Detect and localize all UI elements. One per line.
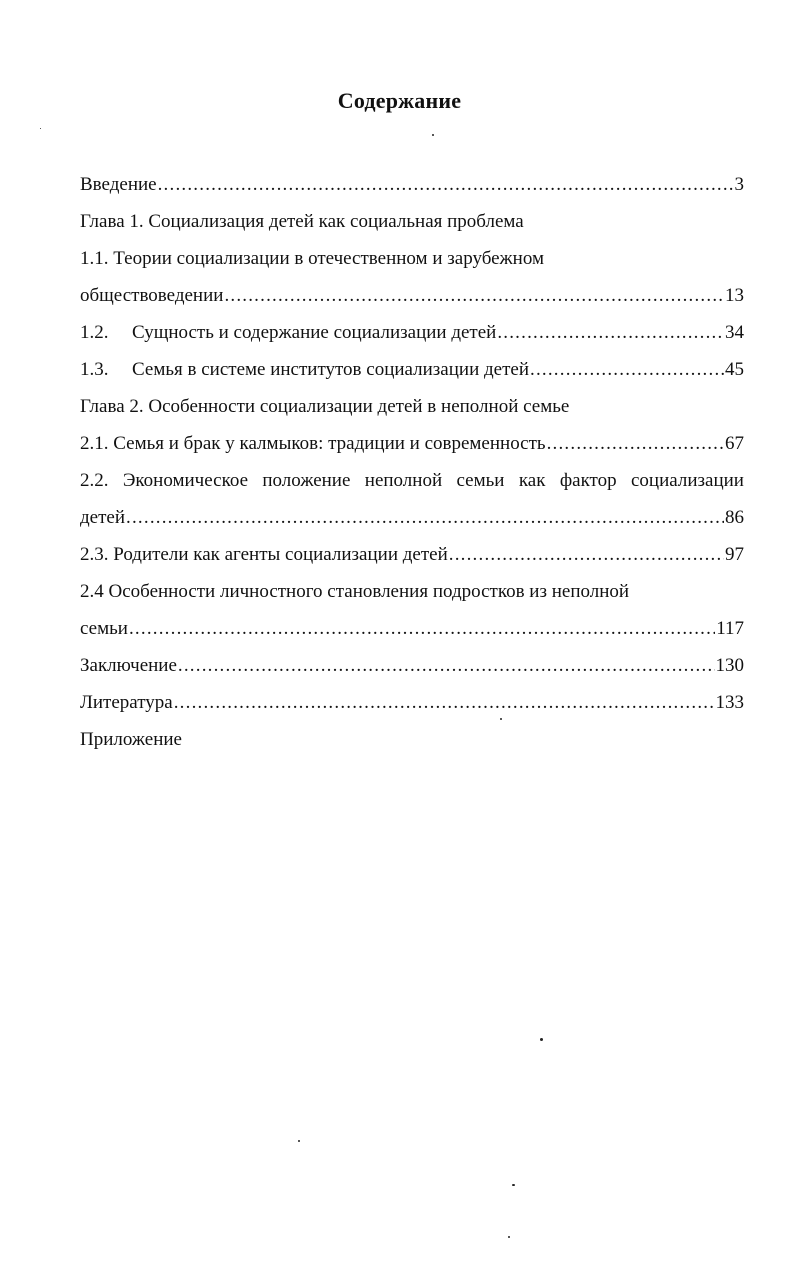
toc-entry-label: 2.1. Семья и брак у калмыков: традиции и современность	[80, 433, 546, 454]
toc-page-number: 130	[715, 655, 744, 676]
word: семьи	[456, 470, 505, 491]
toc-entry-2-3	[80, 536, 744, 573]
toc-page-number: 67	[725, 433, 744, 454]
toc-page-number: 133	[715, 692, 744, 713]
toc-entry-intro	[80, 166, 744, 203]
toc-entry-label	[80, 351, 529, 388]
toc-entry-2-1	[80, 425, 744, 462]
toc-page-number: 86	[725, 507, 744, 528]
scan-speck	[432, 134, 434, 136]
toc-entry-literature	[80, 684, 744, 721]
toc-entry-label: Литература	[80, 692, 173, 713]
section-title: Сущность и содержание социализации детей	[132, 322, 497, 343]
toc-page-number: 13	[725, 285, 744, 306]
toc-entry-label	[80, 314, 496, 351]
toc-page-number: 45	[725, 359, 744, 380]
dot-leader	[129, 610, 715, 647]
dot-leader	[174, 684, 715, 721]
scan-speck	[512, 1184, 515, 1186]
scan-speck	[298, 1140, 300, 1142]
toc-chapter-1: Глава 1. Социализация детей как социальная проблема	[80, 211, 524, 232]
toc-entry-label: семьи	[80, 618, 128, 639]
toc-entry-label: Заключение	[80, 655, 177, 676]
toc-entry-conclusion	[80, 647, 744, 684]
toc-entry-label: обществоведении	[80, 285, 224, 306]
word: как	[518, 470, 546, 491]
section-number: 1.2.	[80, 322, 109, 343]
toc-entry-appendix: Приложение	[80, 729, 182, 750]
word: 2.2.	[80, 470, 109, 491]
toc-entry-1-1-line1: 1.1. Теории социализации в отечественном и зарубежном	[80, 248, 544, 269]
toc-page-number: 97	[725, 544, 744, 565]
scan-speck	[40, 128, 41, 129]
section-title: Семья в системе институтов социализации детей	[132, 359, 529, 380]
word: неполной	[364, 470, 443, 491]
dot-leader	[547, 425, 724, 462]
scan-speck	[540, 1038, 543, 1041]
toc-page-number: 3	[734, 174, 744, 195]
toc-entry-label: детей	[80, 507, 126, 528]
dot-leader	[178, 647, 715, 684]
toc-entry-2-4-line1: 2.4 Особенности личностного становления подростков из неполной	[80, 581, 630, 602]
page-title: Содержание	[337, 88, 462, 113]
dot-leader	[449, 536, 724, 573]
toc-entry-label: 2.3. Родители как агенты социализации детей	[80, 544, 448, 565]
dot-leader	[158, 166, 734, 203]
toc-chapter-2: Глава 2. Особенности социализации детей в неполной семье	[80, 396, 570, 417]
table-of-contents	[80, 166, 744, 758]
toc-entry-label	[80, 462, 744, 499]
toc-page-number: 34	[725, 322, 744, 343]
toc-entry-1-2	[80, 314, 744, 351]
section-number: 1.3.	[80, 359, 109, 380]
scan-speck	[500, 718, 502, 720]
toc-page-number: 117	[716, 618, 744, 639]
dot-leader	[497, 314, 724, 351]
toc-entry-label: Введение	[80, 174, 157, 195]
toc-entry-2-2	[80, 499, 744, 536]
toc-entry-1-3	[80, 351, 744, 388]
word: положение	[262, 470, 351, 491]
word: социализации	[630, 470, 744, 491]
word: Экономическое	[122, 470, 249, 491]
toc-entry-2-4	[80, 610, 744, 647]
dot-leader	[224, 277, 724, 314]
toc-entry-1-1	[80, 277, 744, 314]
word: фактор	[559, 470, 617, 491]
dot-leader	[530, 351, 724, 388]
toc-entry-2-2-line1	[80, 462, 744, 499]
scan-speck	[508, 1236, 510, 1238]
dot-leader	[126, 499, 724, 536]
